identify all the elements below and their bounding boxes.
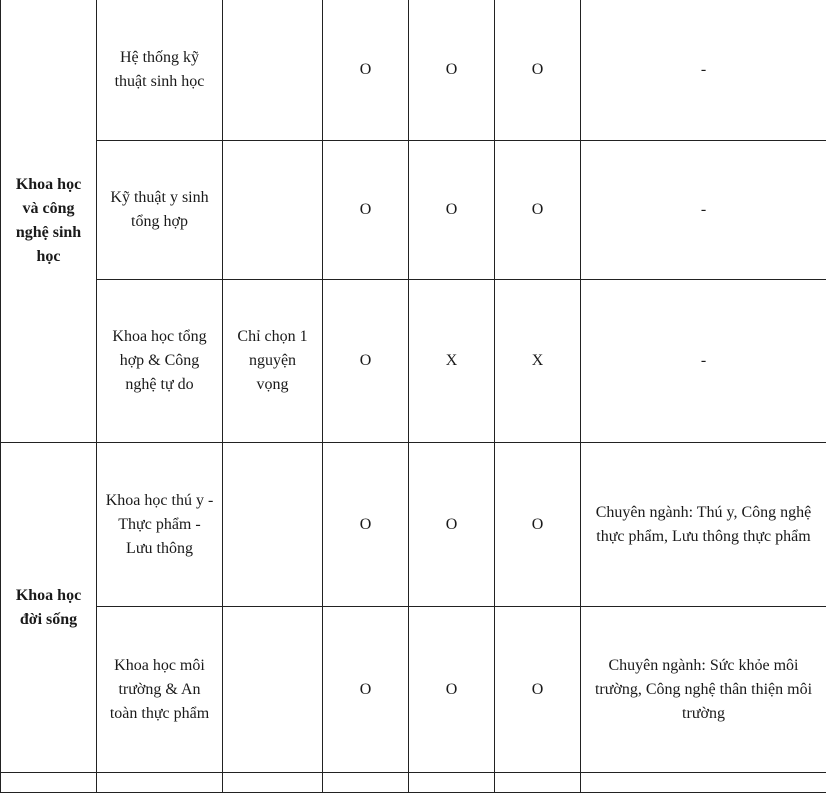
mark-cell: O [409,0,495,141]
mark-cell: O [323,280,409,443]
empty-cell [97,773,223,793]
empty-cell [581,773,826,793]
empty-cell [409,773,495,793]
note-cell: Chuyên ngành: Thú y, Công nghệ thực phẩm, Lưu thông thực phẩm [581,443,826,607]
empty-cell [323,773,409,793]
mark-cell: O [323,443,409,607]
major-cell: Khoa học môi trường & An toàn thực phẩm [97,607,223,773]
mark-cell: O [409,443,495,607]
mark-cell: O [495,141,581,280]
mark-cell: O [495,0,581,141]
restriction-cell [223,141,323,280]
mark-cell: O [323,141,409,280]
mark-cell: O [495,443,581,607]
table-row [1,141,826,280]
restriction-cell: Chỉ chọn 1 nguyện vọng [223,280,323,443]
mark-cell: O [409,607,495,773]
mark-cell: O [323,0,409,141]
restriction-cell [223,607,323,773]
mark-cell: X [409,280,495,443]
restriction-cell [223,0,323,141]
mark-cell: O [323,607,409,773]
group-cell: Khoa học và công nghệ sinh học [1,0,97,443]
major-cell: Kỹ thuật y sinh tổng hợp [97,141,223,280]
mark-cell: O [495,607,581,773]
mark-cell: X [495,280,581,443]
table-row [1,280,826,443]
note-cell: - [581,141,826,280]
table-row [1,607,826,773]
note-cell: Chuyên ngành: Sức khỏe môi trường, Công nghệ thân thiện môi trường [581,607,826,773]
empty-cell [1,773,97,793]
empty-cell [223,773,323,793]
mark-cell: O [409,141,495,280]
group-cell: Khoa học đời sống [1,443,97,773]
table-row-partial [1,773,826,793]
restriction-cell [223,443,323,607]
empty-cell [495,773,581,793]
note-cell: - [581,280,826,443]
table-row [1,0,826,141]
major-cell: Khoa học thú y - Thực phẩm - Lưu thông [97,443,223,607]
table-row [1,443,826,607]
major-cell: Hệ thống kỹ thuật sinh học [97,0,223,141]
note-cell: - [581,0,826,141]
major-cell: Khoa học tổng hợp & Công nghệ tự do [97,280,223,443]
